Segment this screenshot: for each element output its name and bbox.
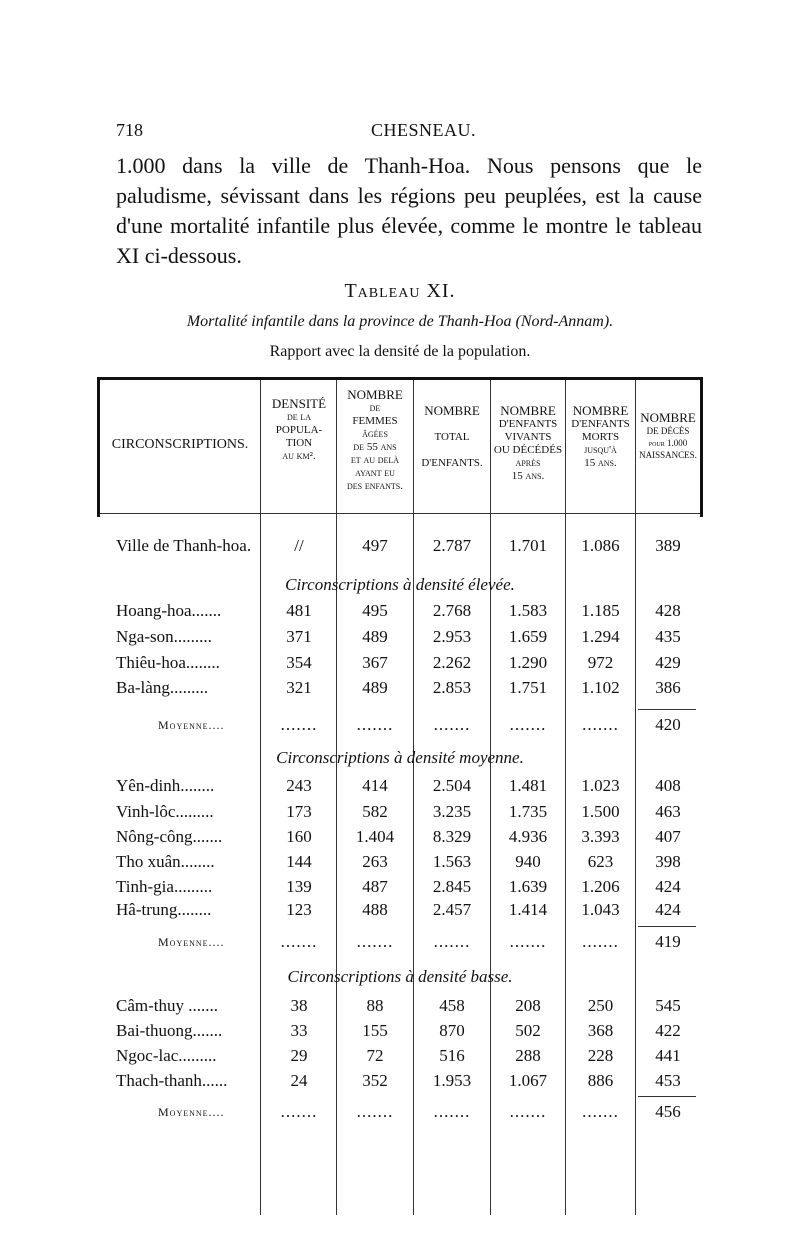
header-line: ayant eu [355, 467, 395, 479]
header-line: de la [286, 411, 312, 423]
average-dots: ....... [356, 715, 394, 734]
average-value: 420 [655, 715, 681, 734]
row-name: Yên-dinh........ [116, 776, 215, 795]
cell-morts: 1.043 [581, 900, 620, 919]
header-line: DENSITÉ [271, 396, 327, 411]
cell-deces: 424 [655, 877, 681, 896]
cell-total: 2.953 [432, 627, 472, 646]
cell-densite: 173 [286, 802, 312, 821]
row-name: Nga-son......... [116, 627, 212, 646]
cell-total: 2.853 [432, 678, 472, 697]
table-header-rule [100, 513, 700, 514]
average-label: Moyenne.... [158, 935, 225, 949]
cell-densite: 144 [286, 852, 312, 871]
cell-femmes: 488 [362, 900, 388, 919]
row-name: Vinh-lôc......... [116, 802, 214, 821]
row-name: Thach-thanh...... [116, 1071, 228, 1090]
average-dots: ....... [582, 932, 619, 951]
cell-femmes: 497 [362, 536, 388, 555]
page-number: 718 [116, 120, 143, 140]
cell-vivants: 288 [515, 1046, 541, 1065]
cell-densite: 371 [286, 627, 312, 646]
cell-femmes: 582 [362, 802, 388, 821]
header-line: TOTAL [434, 431, 470, 443]
header-line: au km². [282, 450, 316, 462]
cell-deces: 424 [655, 900, 681, 919]
row-name: Ngoc-lac......... [116, 1046, 217, 1065]
cell-densite: 243 [286, 776, 312, 795]
cell-femmes: 495 [362, 601, 388, 620]
header-femmes [337, 387, 413, 493]
table-row [0, 627, 800, 653]
cell-vivants: 1.290 [508, 653, 548, 672]
header-line: DE DÉCÈS [646, 426, 690, 436]
average-dots: ....... [582, 715, 619, 734]
average-dots: ....... [509, 932, 547, 951]
cell-total: 870 [439, 1021, 465, 1040]
average-dots: ....... [509, 1102, 547, 1121]
cell-vivants: 1.583 [508, 601, 548, 620]
cell-deces: 407 [655, 827, 681, 846]
cell-total: 1.563 [432, 852, 472, 871]
table-row [0, 776, 800, 802]
row-name: Bai-thuong....... [116, 1021, 223, 1040]
row-name: Câm-thuy ....... [116, 996, 218, 1015]
cell-total: 2.787 [432, 536, 472, 555]
row-name: Hoang-hoa....... [116, 601, 222, 620]
header-vivants [491, 403, 565, 483]
row-name: Nông-công....... [116, 827, 223, 846]
cell-deces: 429 [655, 653, 681, 672]
cell-densite: 33 [290, 1021, 308, 1040]
header-line: NAISSANCES. [639, 450, 697, 460]
header-line: 15 ans. [584, 457, 617, 469]
cell-densite: 481 [286, 601, 312, 620]
table-row [0, 1021, 800, 1047]
cell-morts: 1.294 [581, 627, 620, 646]
header-line: âgées [362, 428, 388, 440]
header-line: NOMBRE [640, 410, 696, 425]
header-line: FEMMES [352, 415, 398, 427]
cell-deces: 435 [655, 627, 681, 646]
average-dots: ....... [582, 1102, 619, 1121]
table-row [0, 1071, 800, 1097]
header-line: NOMBRE [500, 403, 556, 418]
average-row [0, 932, 800, 958]
section-title: Circonscriptions à densité moyenne. [276, 748, 524, 767]
cell-femmes: 414 [362, 776, 388, 795]
average-dots: ....... [433, 932, 471, 951]
cell-morts: 1.185 [581, 601, 620, 620]
cell-densite: 354 [286, 653, 312, 672]
header-line: et au delà [350, 454, 400, 466]
cell-femmes: 489 [362, 678, 388, 697]
cell-deces: 398 [655, 852, 681, 871]
cell-deces: 422 [655, 1021, 681, 1040]
table-row [0, 1046, 800, 1072]
cell-total: 8.329 [432, 827, 472, 846]
cell-densite: 139 [286, 877, 312, 896]
cell-femmes: 155 [362, 1021, 388, 1040]
average-dots: ....... [280, 715, 318, 734]
average-value: 456 [655, 1102, 681, 1121]
section-title: Circonscriptions à densité basse. [287, 967, 513, 986]
cell-total: 2.504 [432, 776, 472, 795]
table-row [0, 900, 800, 926]
header-line: D'ENFANTS [498, 418, 558, 430]
cell-total: 2.845 [432, 877, 472, 896]
cell-morts: 1.102 [581, 678, 620, 697]
cell-total: 2.262 [432, 653, 472, 672]
cell-vivants: 940 [515, 852, 541, 871]
cell-morts: 1.086 [581, 536, 620, 555]
average-label: Moyenne.... [158, 1105, 225, 1119]
row-name: Tinh-gia......... [116, 877, 213, 896]
cell-vivants: 1.659 [508, 627, 548, 646]
cell-vivants: 1.701 [508, 536, 548, 555]
header-line: après [515, 457, 541, 469]
row-name: Thiêu-hoa........ [116, 653, 220, 672]
header-line: NOMBRE [572, 403, 629, 418]
header-line: VIVANTS [504, 431, 552, 443]
header-line: NOMBRE [424, 403, 480, 418]
header-line: de 55 ans [353, 441, 397, 453]
row-name: Ba-làng......... [116, 678, 209, 697]
cell-deces: 545 [655, 996, 681, 1015]
average-dots: ....... [509, 715, 547, 734]
header-line: NOMBRE [347, 387, 403, 402]
header-line: D'ENFANTS. [421, 457, 483, 469]
cell-femmes: 352 [362, 1071, 388, 1090]
cell-deces: 441 [655, 1046, 681, 1065]
average-dots: ....... [280, 1102, 318, 1121]
average-dots: ....... [433, 1102, 471, 1121]
cell-morts: 623 [587, 852, 614, 871]
table-row [0, 827, 800, 853]
cell-deces: 463 [655, 802, 681, 821]
header-line: TION [285, 437, 313, 449]
cell-morts: 250 [587, 996, 614, 1015]
table-row [0, 678, 800, 704]
cell-vivants: 502 [515, 1021, 541, 1040]
table-row [0, 601, 800, 627]
cell-femmes: 487 [362, 877, 388, 896]
cell-femmes: 1.404 [355, 827, 395, 846]
table-title: Tableau XI. [344, 280, 456, 302]
cell-morts: 886 [587, 1071, 614, 1090]
header-line: OU DÉCÉDÉS [493, 444, 563, 456]
cell-morts: 972 [587, 653, 614, 672]
average-dots: ....... [356, 1102, 394, 1121]
table-row [0, 802, 800, 828]
cell-total: 2.457 [432, 900, 472, 919]
cell-deces: 428 [655, 601, 681, 620]
cell-femmes: 72 [366, 1046, 384, 1065]
running-head [116, 120, 701, 144]
cell-deces: 408 [655, 776, 681, 795]
average-rule [638, 926, 696, 927]
cell-densite: // [294, 536, 304, 555]
table-frame-top [97, 377, 703, 380]
cell-densite: 29 [290, 1046, 308, 1065]
average-dots: ....... [356, 932, 394, 951]
cell-femmes: 367 [362, 653, 388, 672]
header-line: MORTS [581, 431, 620, 443]
cell-morts: 1.500 [581, 802, 620, 821]
header-line: pour 1.000 [648, 438, 688, 448]
row-name: Ville de Thanh-hoa. [116, 536, 252, 555]
average-row [0, 1102, 800, 1128]
cell-morts: 1.023 [581, 776, 620, 795]
header-line [414, 418, 490, 431]
cell-total: 516 [439, 1046, 465, 1065]
average-row [0, 715, 800, 741]
cell-morts: 1.206 [581, 877, 620, 896]
cell-total: 2.768 [432, 601, 472, 620]
header-line [414, 444, 490, 457]
header-circonscriptions: CIRCONSCRIPTIONS. [111, 437, 249, 452]
header-line: des enfants. [346, 480, 404, 492]
cell-vivants: 1.751 [508, 678, 548, 697]
cell-vivants: 1.639 [508, 877, 548, 896]
cell-deces: 389 [655, 536, 681, 555]
header-densite [262, 396, 336, 463]
header-line: de [369, 402, 381, 414]
table-row [0, 996, 800, 1022]
cell-femmes: 88 [366, 996, 384, 1015]
cell-total: 1.953 [432, 1071, 472, 1090]
average-label: Moyenne.... [158, 718, 225, 732]
header-deces [636, 410, 700, 461]
average-rule [638, 709, 696, 710]
table-frame-right [700, 377, 703, 517]
cell-vivants: 4.936 [508, 827, 548, 846]
cell-densite: 123 [286, 900, 312, 919]
cell-femmes: 489 [362, 627, 388, 646]
cell-densite: 24 [290, 1071, 308, 1090]
cell-densite: 160 [286, 827, 312, 846]
running-head-author: CHESNEAU. [371, 120, 477, 140]
cell-deces: 386 [655, 678, 681, 697]
body-paragraph: 1.000 dans la ville de Thanh-Hoa. Nous pensons que le paludisme, sévissant dans les régions peu peuplées, est la cause d'une mortalité infantile plus élevée, comme le montre le tableau XI ci-dessous. [116, 153, 702, 268]
cell-femmes: 263 [362, 852, 388, 871]
average-rule [638, 1096, 696, 1097]
table-row [0, 852, 800, 878]
row-name: Tho xuân........ [116, 852, 215, 871]
header-line: POPULA- [275, 424, 323, 436]
cell-total: 458 [439, 996, 465, 1015]
header-line: D'ENFANTS [571, 418, 630, 430]
cell-vivants: 1.481 [508, 776, 548, 795]
average-dots: ....... [280, 932, 318, 951]
header-line: 15 ans. [511, 470, 545, 482]
table-subtitle-2: Rapport avec la densité de la population. [269, 343, 531, 360]
cell-densite: 38 [290, 996, 308, 1015]
cell-morts: 3.393 [581, 827, 620, 846]
table-subtitle: Mortalité infantile dans la province de Thanh-Hoa (Nord-Annam). [186, 313, 614, 330]
table-row [0, 653, 800, 679]
header-total [414, 403, 490, 470]
cell-vivants: 1.067 [508, 1071, 548, 1090]
cell-morts: 368 [587, 1021, 614, 1040]
average-dots: ....... [433, 715, 471, 734]
cell-vivants: 1.414 [508, 900, 548, 919]
cell-deces: 453 [655, 1071, 681, 1090]
cell-morts: 228 [587, 1046, 614, 1065]
cell-densite: 321 [286, 678, 312, 697]
average-value: 419 [655, 932, 681, 951]
header-morts [566, 403, 635, 470]
row-name: Hâ-trung........ [116, 900, 212, 919]
table-row [0, 536, 800, 562]
cell-vivants: 208 [515, 996, 541, 1015]
cell-vivants: 1.735 [508, 802, 548, 821]
section-title: Circonscriptions à densité élevée. [285, 575, 515, 594]
cell-total: 3.235 [432, 802, 472, 821]
header-line: jusqu'à [584, 444, 617, 456]
